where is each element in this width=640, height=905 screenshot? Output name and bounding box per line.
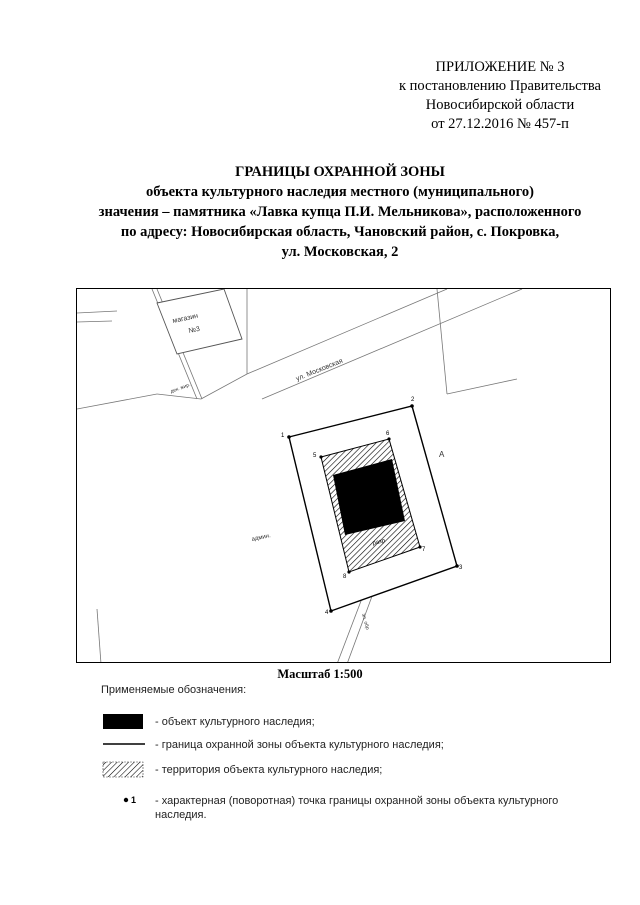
point-label-6: 6 — [386, 431, 390, 437]
legend-item-heritage-object — [101, 713, 601, 735]
svg-text:1: 1 — [131, 795, 137, 805]
point-label-7: 7 — [422, 547, 426, 553]
shop-label: магазин — [171, 312, 199, 325]
legend-item-boundary-line — [101, 736, 601, 758]
boundary-line-swatch — [101, 736, 149, 754]
point-label-3: 3 — [459, 565, 463, 571]
shop-building — [157, 289, 242, 354]
legend-item-boundary-point — [101, 792, 601, 826]
boundary-point-swatch — [101, 792, 149, 810]
document-title — [60, 162, 620, 262]
point-label-4: 4 — [325, 610, 329, 616]
title-line-4: ул. Московская, 2 — [281, 244, 399, 260]
appendix-date: от 27.12.2016 № 457-п — [431, 116, 569, 132]
zone-a-label: А — [439, 450, 445, 459]
legend-text-boundary-point: - характерная (поворотная) точка границы охранной зоны объекта культурного наследия. — [155, 795, 559, 821]
admin-label: админ. — [251, 533, 272, 543]
point-label-2: 2 — [411, 397, 415, 403]
appendix-region: Новосибирской области — [425, 97, 575, 113]
point-label-5: 5 — [313, 453, 317, 459]
title-line-2: значения – памятника «Лавка купца П.И. Мельникова», расположенного — [98, 204, 582, 220]
legend-title: Применяемые обозначения: — [101, 684, 247, 696]
map-scale: Масштаб 1:500 — [277, 667, 363, 681]
title-line-1: объекта культурного наследия местного (муниципального) — [146, 184, 534, 200]
hatched-swatch — [101, 761, 149, 779]
point-label-8: 8 — [343, 574, 347, 580]
site-plan-map — [76, 288, 611, 663]
appendix-header — [380, 58, 620, 134]
legend-text-heritage-object: - объект культурного наследия; — [155, 716, 315, 728]
point-label-1: 1 — [281, 433, 285, 439]
legend-text-heritage-territory: - территория объекта культурного наследия; — [155, 764, 383, 776]
appendix-number: ПРИЛОЖЕНИЕ № 3 — [435, 59, 565, 75]
legend-text-boundary-line: - граница охранной зоны объекта культурного наследия; — [155, 739, 444, 751]
street-label: ул. Московская — [295, 357, 344, 383]
side-label: дек. жир. — [169, 382, 192, 395]
site-plan-drawing — [77, 289, 611, 663]
title-heading: ГРАНИЦЫ ОХРАННОЙ ЗОНЫ — [235, 164, 445, 180]
appendix-reference: к постановлению Правительства — [399, 78, 601, 94]
title-line-3: по адресу: Новосибирская область, Чановский район, с. Покровка, — [120, 224, 560, 240]
legend-item-heritage-territory — [101, 761, 601, 783]
razor-label: разр — [372, 538, 386, 547]
shop-number-label: №3 — [187, 325, 201, 335]
road-label: эл. обр — [360, 612, 371, 631]
solid-black-swatch — [101, 713, 149, 731]
